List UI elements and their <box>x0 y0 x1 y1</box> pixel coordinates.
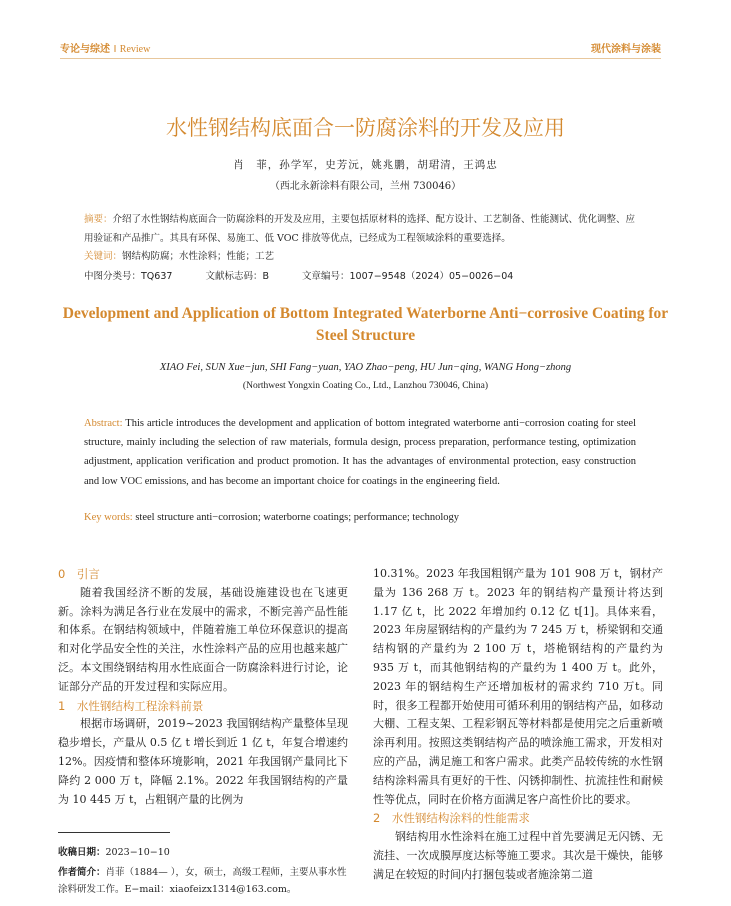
header-divider <box>60 58 661 59</box>
abstract-en <box>84 414 636 491</box>
clc-number: 中图分类号：TQ637 <box>84 271 173 282</box>
intro-paragraph: 随着我国经济不断的发展，基础设施建设也在飞速更新。涂料为满足各行业在发展中的需求，不断完善产品性能和体系。在钢结构领域中，伴随着施工单位环保意识的提高和对化学品安全性的关注，水性涂料产品的应用也越来越广泛。本文围绕钢结构用水性底面合一防腐涂料进行讨论，论证部分产品的开发过程和实际应用。 <box>58 585 348 693</box>
authors-zh: 肖 菲，孙学军，史芳沅，姚兆鹏，胡珺清，王鸿忠 <box>233 159 498 171</box>
header-section-label <box>60 40 150 55</box>
body-left-column <box>58 565 348 809</box>
abstract-zh <box>84 210 644 248</box>
keywords-zh-label: 关键词： <box>84 251 123 262</box>
footnote-divider <box>58 832 170 833</box>
abstract-en-text: This article introduces the development and application of bottom integrated waterborne anti−corrosion coating for steel structure, mainly including the selection of raw materials, formula design, process preparation, performance testing, optimization adjustment, application verification and product promotion. It has the advantages of environmental protection, easy construction and low VOC emissions, and has become an important choice for coatings in the engineering field. <box>84 418 636 487</box>
abstract-zh-label: 摘要： <box>84 214 113 225</box>
affiliation-en: (Northwest Yongxin Coating Co., Ltd., Lanzhou 730046, China) <box>242 381 489 391</box>
keywords-zh-text: 钢结构防腐；水性涂料；性能；工艺 <box>122 251 275 262</box>
prospect-paragraph: 根据市场调研，2019~2023 我国钢结构产量整体呈现稳步增长，产量从 0.5 亿 t 增长到近 1 亿 t，年复合增速约 12%。因疫情和整体环境影响，2021 年我国钢产量同比下降约 2 000 万 t，降幅 2.1%。2022 年我国钢结构的产量为 10 445 万 t，占粗钢产量的比例为 <box>58 717 348 806</box>
keywords-en <box>84 512 459 523</box>
keywords-zh <box>84 248 274 262</box>
section-heading-requirements: 2 水性钢结构涂料的性能需求 <box>373 811 530 826</box>
keywords-en-text: steel structure anti−corrosion; waterborne coatings; performance; technology <box>135 512 460 523</box>
section-separator: ‖ <box>113 44 117 55</box>
classification-row <box>84 268 543 282</box>
section-heading-intro: 0 引言 <box>58 567 100 581</box>
section-heading-prospect: 1 水性钢结构工程涂料前景 <box>58 698 204 713</box>
abstract-en-label: Abstract: <box>84 418 123 429</box>
section-name-en: Review <box>119 44 151 55</box>
paper-title-en: Development and Application of Bottom Integrated Waterborne Anti−corrosive Coating for Steel Structure <box>62 305 669 344</box>
prospect-paragraph-continued: 10.31%。2023 年我国粗钢产量为 101 908 万 t，钢材产量为 136 268 万 t。2023 年的钢结构产量预计将达到 1.17 亿 t，比 2022 年增加约 0.12 亿 t[1]。具体来看，2023 年房屋钢结构的产量约为 7 245 万 t，桥梁钢和交通结构钢的产量约为 2 100 万 t，塔桅钢结构的产量约为 935 万 t，而其他钢结构的产量约为 1 400 万 t。此外，2023 年的钢结构生产还增加板材的需求约 710 万t。同时，很多工程都开始使用可循环利用的钢结构产品，如移动大棚、工程支架、工程彩钢瓦等材料都是使用完之后重新喷涂再利用。按照这类钢结构产品的喷涂施工需求，开发相对应的产品，满足施工和客户需求。此类产品较传统的水性钢结构涂料需具有更好的干性、闪锈抑制性、抗流挂性和耐候性等优点，同时在价格方面满足客户高性价比的要求。 <box>373 567 663 806</box>
article-number: 文章编号：1007−9548（2024）05−0026−04 <box>302 271 514 282</box>
journal-name: 现代涂料与涂装 <box>591 44 661 55</box>
footnote-author <box>58 864 348 898</box>
authors-en: XIAO Fei, SUN Xue−jun, SHI Fang−yuan, YAO Zhao−peng, HU Jun−qing, WANG Hong−zhong <box>159 362 572 373</box>
footnote-received <box>58 844 348 861</box>
section-name: 专论与综述 <box>60 44 110 55</box>
body-right-column <box>373 565 663 885</box>
affiliation-zh: （西北永新涂料有限公司，兰州 730046） <box>269 181 462 192</box>
paper-title-zh: 水性钢结构底面合一防腐涂料的开发及应用 <box>166 116 565 140</box>
abstract-zh-text: 介绍了水性钢结构底面合一防腐涂料的开发及应用，主要包括原材料的选择、配方设计、工艺制备、性能测试、优化调整、应用验证和产品推广。其具有环保、易施工、低 VOC 排放等优点，已经成为工程领域涂料的重要选择。 <box>84 214 636 244</box>
keywords-en-label: Key words: <box>84 512 133 523</box>
document-code: 文献标志码：B <box>205 271 269 282</box>
author-bio-label: 作者简介： <box>58 867 106 878</box>
requirements-paragraph: 钢结构用水性涂料在施工过程中首先要满足无闪锈、无流挂、一次成膜厚度达标等施工要求。其次是干燥快，能够满足在较短的时间内打捆包装或者施涂第二道 <box>373 830 663 881</box>
author-bio: 肖菲（1884— ），女，硕士，高级工程师，主要从事水性涂料研发工作。E−mail：xiaofeizx1314@163.com。 <box>58 867 347 895</box>
received-date: 2023−10−10 <box>105 847 170 858</box>
received-label: 收稿日期： <box>58 847 106 858</box>
